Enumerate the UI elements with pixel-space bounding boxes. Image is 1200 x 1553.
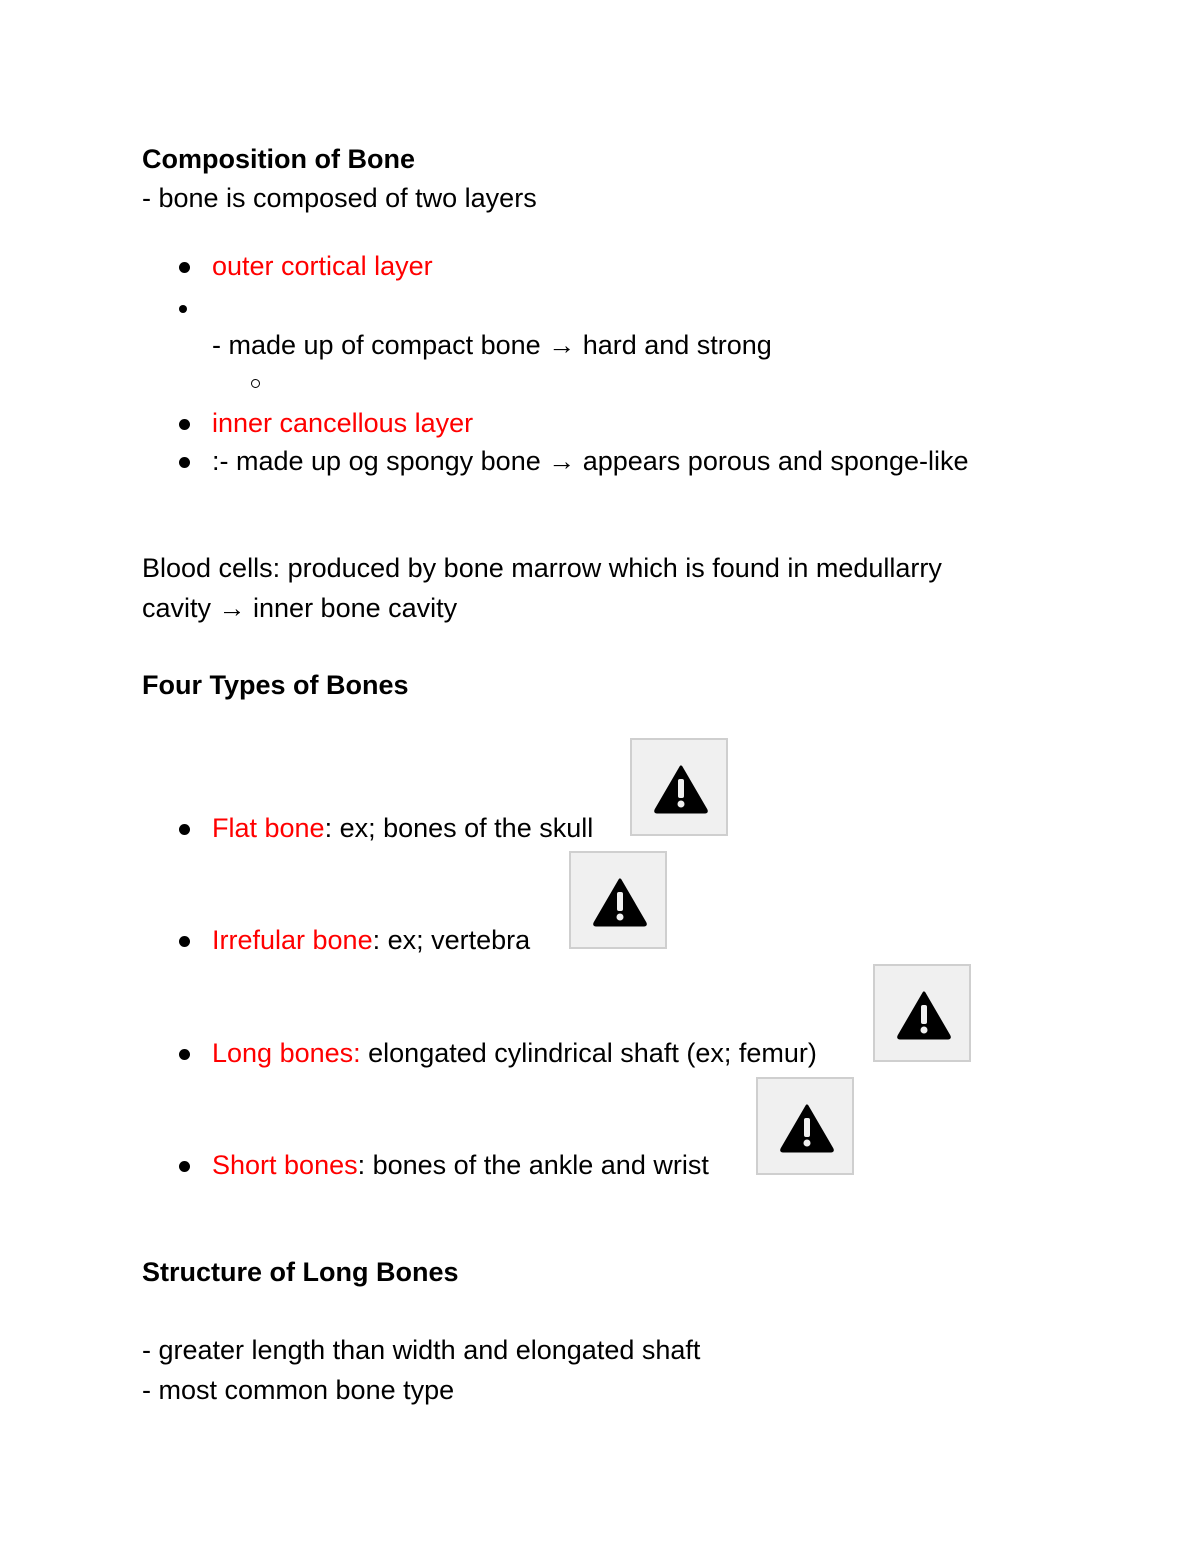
structure-line-1: - greater length than width and elongated shaft bbox=[142, 1335, 701, 1365]
inner-layer-desc: :- made up og spongy bone → appears porous and sponge-like bbox=[212, 446, 969, 476]
bone-type-desc: : ex; vertebra bbox=[372, 925, 531, 955]
bullet-icon bbox=[179, 1161, 190, 1172]
bullet-icon bbox=[179, 824, 190, 835]
bullet-icon bbox=[179, 457, 190, 468]
warning-triangle-icon bbox=[592, 877, 648, 927]
missing-image-placeholder bbox=[630, 738, 728, 836]
bone-type-label: Irrefular bone bbox=[212, 925, 373, 955]
bone-type-item-flat bbox=[212, 815, 593, 842]
missing-image-placeholder bbox=[873, 964, 971, 1062]
bone-type-label: Long bones: bbox=[212, 1038, 361, 1068]
warning-triangle-icon bbox=[653, 764, 709, 814]
missing-image-placeholder bbox=[756, 1077, 854, 1175]
bullet-icon bbox=[179, 262, 190, 273]
bone-type-desc: elongated cylindrical shaft (ex; femur) bbox=[360, 1038, 817, 1068]
bone-type-label: Flat bone bbox=[212, 813, 325, 843]
bone-type-item-short bbox=[212, 1152, 709, 1179]
bone-type-item-irregular bbox=[212, 927, 530, 954]
bullet-icon bbox=[179, 936, 190, 947]
bone-type-desc: : bones of the ankle and wrist bbox=[357, 1150, 709, 1180]
bullet-icon bbox=[179, 419, 190, 430]
inner-layer-label: inner cancellous layer bbox=[212, 408, 474, 438]
bone-type-desc: : ex; bones of the skull bbox=[324, 813, 594, 843]
bullet-icon bbox=[179, 1049, 190, 1060]
heading-composition: Composition of Bone bbox=[142, 144, 415, 174]
missing-image-placeholder bbox=[569, 851, 667, 949]
hollow-bullet-icon bbox=[251, 379, 260, 388]
heading-bone-types: Four Types of Bones bbox=[142, 670, 409, 700]
outer-layer-label: outer cortical layer bbox=[212, 251, 433, 281]
structure-line-2: - most common bone type bbox=[142, 1375, 455, 1405]
blood-cells-line-1: Blood cells: produced by bone marrow which is found in medullarry bbox=[142, 553, 942, 583]
blood-cells-line-2: cavity → inner bone cavity bbox=[142, 593, 458, 623]
heading-structure: Structure of Long Bones bbox=[142, 1257, 459, 1287]
outer-layer-desc: - made up of compact bone → hard and strong bbox=[212, 330, 772, 360]
bullet-icon bbox=[179, 305, 187, 313]
bone-type-item-long bbox=[212, 1040, 817, 1067]
bone-type-label: Short bones bbox=[212, 1150, 358, 1180]
warning-triangle-icon bbox=[779, 1103, 835, 1153]
composition-intro: - bone is composed of two layers bbox=[142, 183, 537, 213]
warning-triangle-icon bbox=[896, 990, 952, 1040]
